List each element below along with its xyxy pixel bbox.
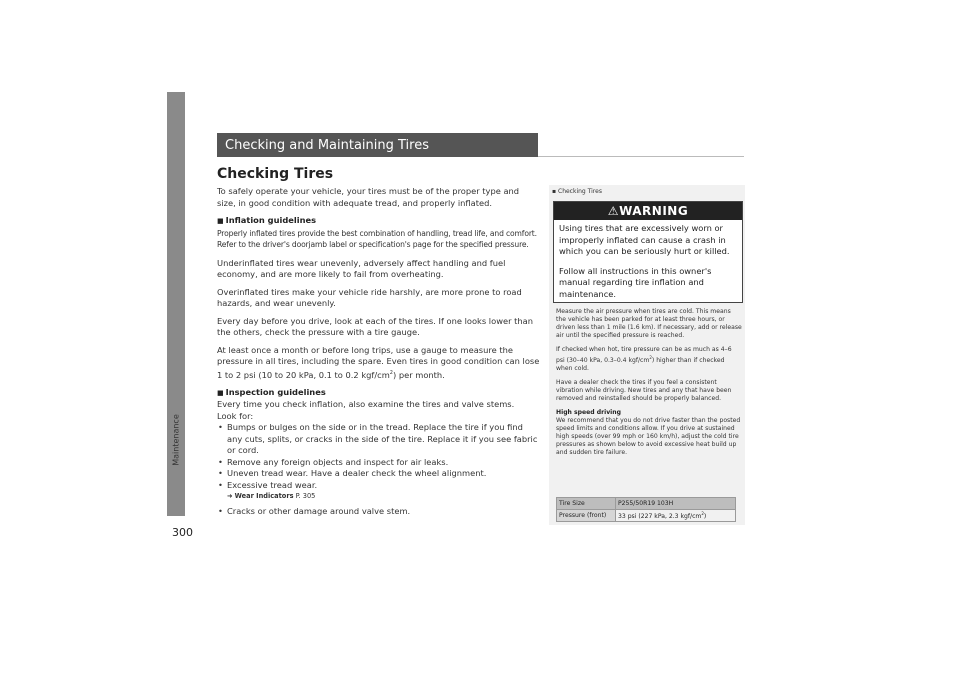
list-item: • Excessive tread wear.: [218, 479, 318, 490]
table-cell: 33 psi (227 kPa, 2.3 kgf/$cm^2$): [616, 510, 736, 522]
list-item: • Uneven tread wear. Have a dealer check the wheel alignment.: [218, 468, 487, 479]
inflation-paragraph-5: At least once a month or before long trips, use a gauge to measure the pressure in all tires, including the spare. Even tires in good condition can lose 1 to 2 psi (10 to 20 kPa, 0.1 to 0.2 kgf/$cm^2$) per month.: [217, 344, 540, 380]
list-item: • Bumps or bulges on the side or in the tread. Replace the tire if you find any cuts, splits, or cracks in the side of the tire. Replace it if you see fabric or cord.: [218, 422, 538, 456]
inspection-heading: ■ Inspection guidelines: [217, 386, 326, 397]
table-row: [557, 510, 736, 522]
table-cell: P255/50R19 103H: [616, 498, 736, 510]
warning-header: ⚠WARNING: [554, 202, 742, 220]
bullet-icon: •: [218, 468, 223, 479]
page-number: 300: [172, 526, 193, 539]
inspection-list: [217, 422, 540, 491]
reference-arrow-icon: ➜: [227, 492, 233, 501]
inspection-list-end: [217, 506, 540, 518]
look-for-label: Look for:: [217, 410, 254, 421]
high-speed-heading: High speed driving: [556, 409, 621, 417]
page-heading: Checking Tires: [217, 166, 334, 182]
high-speed-text: We recommend that you do not drive faster than the posted speed limits and conditions allow. If you drive at sustained high speeds (over 99 mph or 160 km/h), adjust the cold tire pressures as shown below to avoid excessive heat build up and sudden tire failure.: [556, 417, 741, 457]
square-bullet-icon: ■: [217, 388, 224, 397]
note-paragraph-2: If checked when hot, tire pressure can be as much as 4–6 psi (30–40 kPa, 0.3–0.4 kgf/$cm^2$) higher than if checked when cold.: [556, 346, 732, 373]
inflation-heading: ■ Inflation guidelines: [217, 215, 317, 225]
warning-box: [553, 201, 743, 303]
table-cell: Pressure (front): [557, 510, 616, 522]
tire-pressure-table: [556, 497, 736, 522]
table-cell: Tire Size: [557, 498, 616, 510]
section-label: Maintenance: [171, 414, 181, 466]
side-note-text: [556, 308, 742, 463]
inspection-intro: Every time you check inflation, also examine the tires and valve stems.: [217, 399, 515, 410]
intro-paragraph: To safely operate your vehicle, your tires must be of the proper type and size, in good condition with adequate tread, and properly inflated.: [217, 186, 520, 208]
inflation-paragraph-1: Properly inflated tires provide the best combination of handling, tread life, and comfort. Refer to the driver's doorjamb label or specification's page for the specified pressure.: [217, 228, 537, 249]
note-marker-icon: ▪: [552, 188, 557, 195]
table-row: [557, 498, 736, 510]
chapter-banner: Checking and Maintaining Tires: [217, 133, 538, 157]
warning-triangle-icon: ⚠: [607, 204, 620, 218]
list-item: • Remove any foreign objects and inspect for air leaks.: [218, 456, 449, 467]
note-paragraph-1: Measure the air pressure when tires are cold. This means the vehicle has been parked for at least three hours, or driven less than 1 mile (1.6 km). If necessary, add or release air until the specified pressure is reached.: [556, 308, 742, 339]
warning-text-1: Using tires that are excessively worn or improperly inflated can cause a crash in which you can be seriously hurt or killed.: [559, 223, 730, 256]
note-paragraph-3: Have a dealer check the tires if you feel a consistent vibration while driving. New tires and any that have been removed and reinstalled should be properly balanced.: [556, 379, 732, 403]
bullet-icon: •: [218, 479, 223, 490]
bullet-icon: •: [218, 422, 223, 433]
main-column: [217, 186, 540, 517]
inflation-paragraph-4: Every day before you drive, look at each of the tires. If one looks lower than the others, check the pressure with a tire gauge.: [217, 315, 533, 337]
inflation-paragraph-2: Underinflated tires wear unevenly, adversely affect handling and fuel economy, and are more likely to fail from overheating.: [217, 257, 506, 279]
bullet-icon: •: [218, 456, 223, 467]
list-item: • Cracks or other damage around valve stem.: [218, 505, 411, 516]
warning-text-2: Follow all instructions in this owner's manual regarding tire inflation and maintenance.: [559, 265, 712, 299]
side-note-header: ▪ Checking Tires: [552, 188, 602, 195]
warning-body: [554, 220, 742, 311]
square-bullet-icon: ■: [217, 217, 224, 225]
bullet-icon: •: [218, 505, 223, 516]
banner-divider: [538, 156, 744, 157]
inflation-paragraph-3: Overinflated tires make your vehicle ride harshly, are more prone to road hazards, and wear unevenly.: [217, 286, 522, 308]
wear-indicators-link[interactable]: ➜ Wear Indicators P. 305: [227, 492, 316, 501]
